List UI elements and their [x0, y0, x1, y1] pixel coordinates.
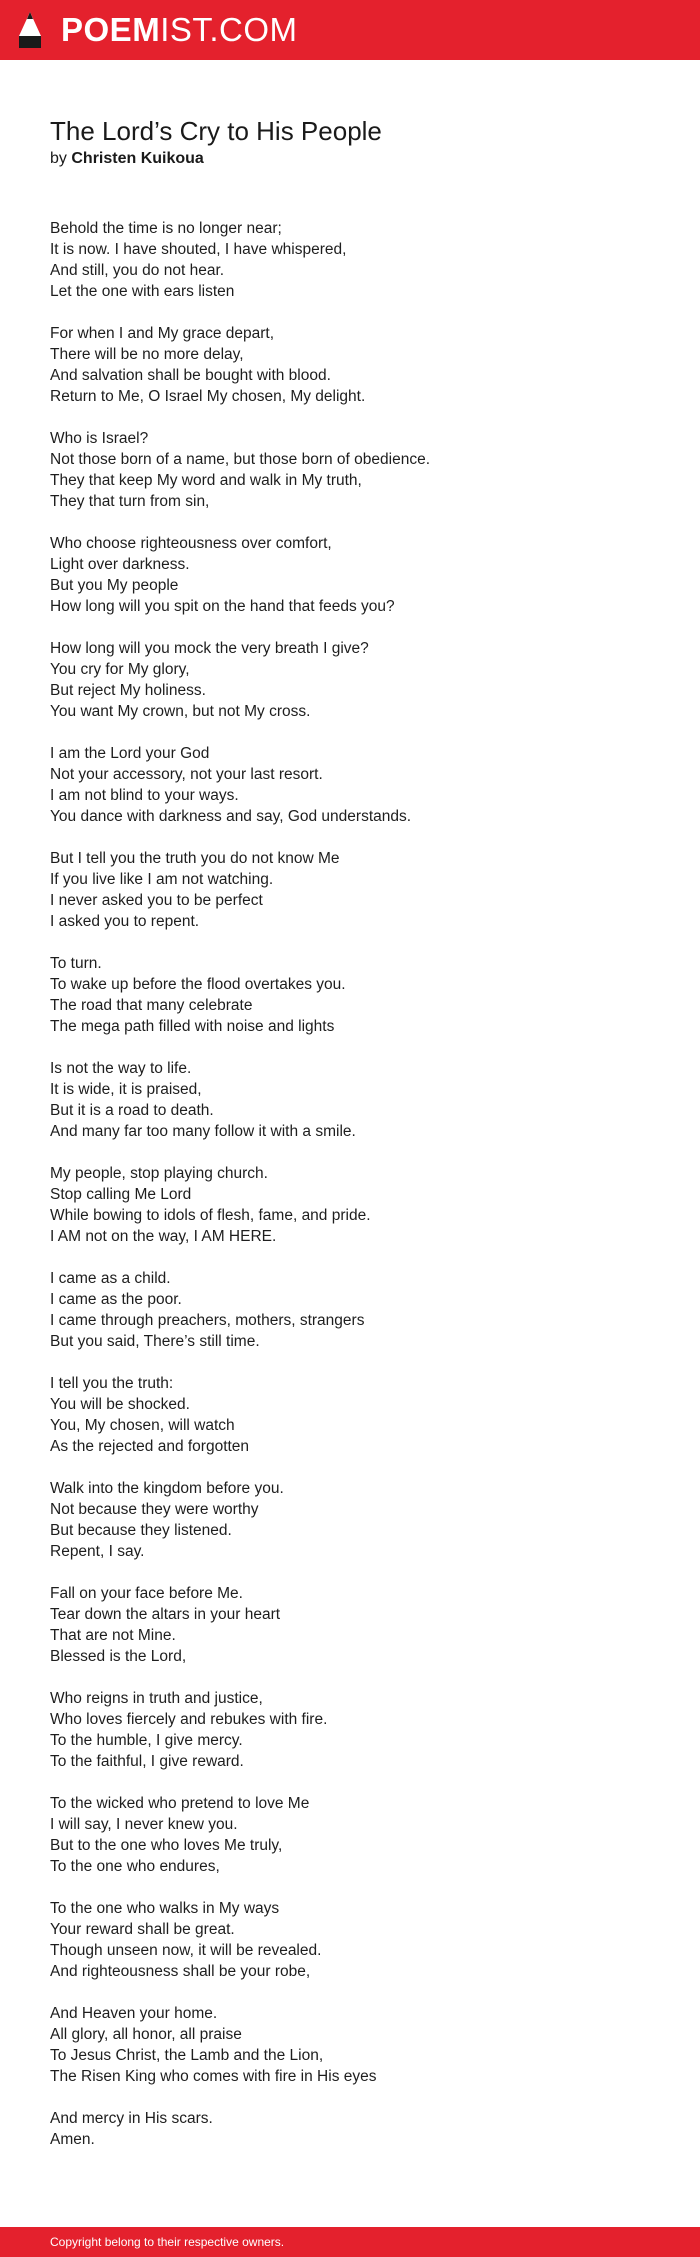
- poem-line: Repent, I say.: [50, 1543, 145, 1560]
- stanza: [50, 533, 670, 617]
- stanza: [50, 1583, 670, 1667]
- poem-line: Who loves fiercely and rebukes with fire.: [50, 1711, 328, 1728]
- poem-line: But to the one who loves Me truly,: [50, 1837, 283, 1854]
- poem-body: [50, 218, 670, 2171]
- poem-line: And righteousness shall be your robe,: [50, 1963, 311, 1980]
- byline: [50, 148, 204, 170]
- poem-line: I tell you the truth:: [50, 1375, 174, 1392]
- poem-line: And many far too many follow it with a smile.: [50, 1123, 356, 1140]
- pencil-tip-icon[interactable]: [17, 10, 43, 50]
- poem-line: To wake up before the flood overtakes you.: [50, 976, 346, 993]
- poem-line: I came through preachers, mothers, strangers: [50, 1312, 365, 1329]
- poem-line: I AM not on the way, I AM HERE.: [50, 1228, 277, 1245]
- logo-bold-text: POEM: [61, 11, 161, 48]
- copyright-text: Copyright belong to their respective owners.: [50, 2235, 285, 2249]
- poem-line: Fall on your face before Me.: [50, 1585, 243, 1602]
- poem-line: Tear down the altars in your heart: [50, 1606, 281, 1623]
- stanza: [50, 1268, 670, 1352]
- poem-line: You will be shocked.: [50, 1396, 190, 1413]
- poem-line: It is wide, it is praised,: [50, 1081, 202, 1098]
- poem-line: You want My crown, but not My cross.: [50, 703, 311, 720]
- poem-line: Your reward shall be great.: [50, 1921, 235, 1938]
- poem-line: But you said, There’s still time.: [50, 1333, 260, 1350]
- poem-line: All glory, all honor, all praise: [50, 2026, 242, 2043]
- poem-line: I asked you to repent.: [50, 913, 200, 930]
- poem-line: Who reigns in truth and justice,: [50, 1690, 263, 1707]
- stanza: [50, 848, 670, 932]
- poem-line: To the faithful, I give reward.: [50, 1753, 244, 1770]
- poem-line: And still, you do not hear.: [50, 262, 225, 279]
- poem-line: Who choose righteousness over comfort,: [50, 535, 332, 552]
- poem-line: You dance with darkness and say, God understands.: [50, 808, 412, 825]
- poem-line: The road that many celebrate: [50, 997, 253, 1014]
- poem-line: Return to Me, O Israel My chosen, My delight.: [50, 388, 366, 405]
- poem-line: I am not blind to your ways.: [50, 787, 239, 804]
- poem-line: Amen.: [50, 2131, 95, 2148]
- stanza: [50, 638, 670, 722]
- stanza: [50, 1478, 670, 1562]
- poem-line: The Risen King who comes with fire in His eyes: [50, 2068, 377, 2085]
- poem-line: But because they listened.: [50, 1522, 232, 1539]
- stanza: [50, 1058, 670, 1142]
- stanza: [50, 428, 670, 512]
- poem-line: I came as the poor.: [50, 1291, 182, 1308]
- stanza: [50, 1373, 670, 1457]
- poem-line: Stop calling Me Lord: [50, 1186, 192, 1203]
- poem-line: But reject My holiness.: [50, 682, 206, 699]
- stanza: [50, 1793, 670, 1877]
- poem-title: The Lord’s Cry to His People: [50, 116, 382, 146]
- poem-line: They that turn from sin,: [50, 493, 210, 510]
- poem-line: Who is Israel?: [50, 430, 149, 447]
- poem-line: I will say, I never knew you.: [50, 1816, 238, 1833]
- poem-line: Not because they were worthy: [50, 1501, 259, 1518]
- stanza: [50, 323, 670, 407]
- poem-line: For when I and My grace depart,: [50, 325, 275, 342]
- poem-line: And Heaven your home.: [50, 2005, 218, 2022]
- stanza: [50, 2003, 670, 2087]
- poem-line: But I tell you the truth you do not know Me: [50, 850, 340, 867]
- poem-line: My people, stop playing church.: [50, 1165, 268, 1182]
- stanza: [50, 1163, 670, 1247]
- poem-line: Though unseen now, it will be revealed.: [50, 1942, 322, 1959]
- poem-line: Not your accessory, not your last resort.: [50, 766, 323, 783]
- poem-line: Blessed is the Lord,: [50, 1648, 187, 1665]
- poem-line: And mercy in His scars.: [50, 2110, 213, 2127]
- poem-line: To Jesus Christ, the Lamb and the Lion,: [50, 2047, 324, 2064]
- poem-line: But it is a road to death.: [50, 1102, 214, 1119]
- poem-line: You cry for My glory,: [50, 661, 190, 678]
- poem-line: Light over darkness.: [50, 556, 190, 573]
- site-header: [0, 0, 700, 60]
- poem-line: Is not the way to life.: [50, 1060, 192, 1077]
- stanza: [50, 953, 670, 1037]
- poem-line: To the wicked who pretend to love Me: [50, 1795, 310, 1812]
- poem-line: Let the one with ears listen: [50, 283, 235, 300]
- poem-line: I came as a child.: [50, 1270, 171, 1287]
- site-footer: [0, 2227, 700, 2257]
- poem-line: They that keep My word and walk in My truth,: [50, 472, 362, 489]
- poem-line: But you My people: [50, 577, 179, 594]
- poem-line: If you live like I am not watching.: [50, 871, 274, 888]
- poem-line: How long will you spit on the hand that feeds you?: [50, 598, 395, 615]
- stanza: [50, 1688, 670, 1772]
- poem-line: To the one who walks in My ways: [50, 1900, 280, 1917]
- poem-line: To turn.: [50, 955, 102, 972]
- poem-line: You, My chosen, will watch: [50, 1417, 235, 1434]
- stanza: [50, 218, 670, 302]
- poem-line: I am the Lord your God: [50, 745, 210, 762]
- stanza: [50, 743, 670, 827]
- logo-light-text: IST.COM: [160, 11, 298, 48]
- poem-line: Walk into the kingdom before you.: [50, 1480, 284, 1497]
- poem-line: There will be no more delay,: [50, 346, 244, 363]
- author-name: Christen Kuikoua: [71, 150, 204, 167]
- poem-line: As the rejected and forgotten: [50, 1438, 250, 1455]
- poem-line: The mega path filled with noise and lights: [50, 1018, 335, 1035]
- site-logo[interactable]: [61, 11, 298, 49]
- poem-line: And salvation shall be bought with blood.: [50, 367, 331, 384]
- by-label: by: [50, 150, 67, 167]
- poem-line: That are not Mine.: [50, 1627, 176, 1644]
- poem-line: While bowing to idols of flesh, fame, and pride.: [50, 1207, 371, 1224]
- poem-line: I never asked you to be perfect: [50, 892, 263, 909]
- poem-line: To the humble, I give mercy.: [50, 1732, 243, 1749]
- stanza: [50, 1898, 670, 1982]
- poem-line: How long will you mock the very breath I give?: [50, 640, 369, 657]
- poem-line: To the one who endures,: [50, 1858, 220, 1875]
- poem-line: It is now. I have shouted, I have whispered,: [50, 241, 347, 258]
- poem-line: Behold the time is no longer near;: [50, 220, 282, 237]
- poem-line: Not those born of a name, but those born of obedience.: [50, 451, 431, 468]
- stanza: [50, 2108, 670, 2150]
